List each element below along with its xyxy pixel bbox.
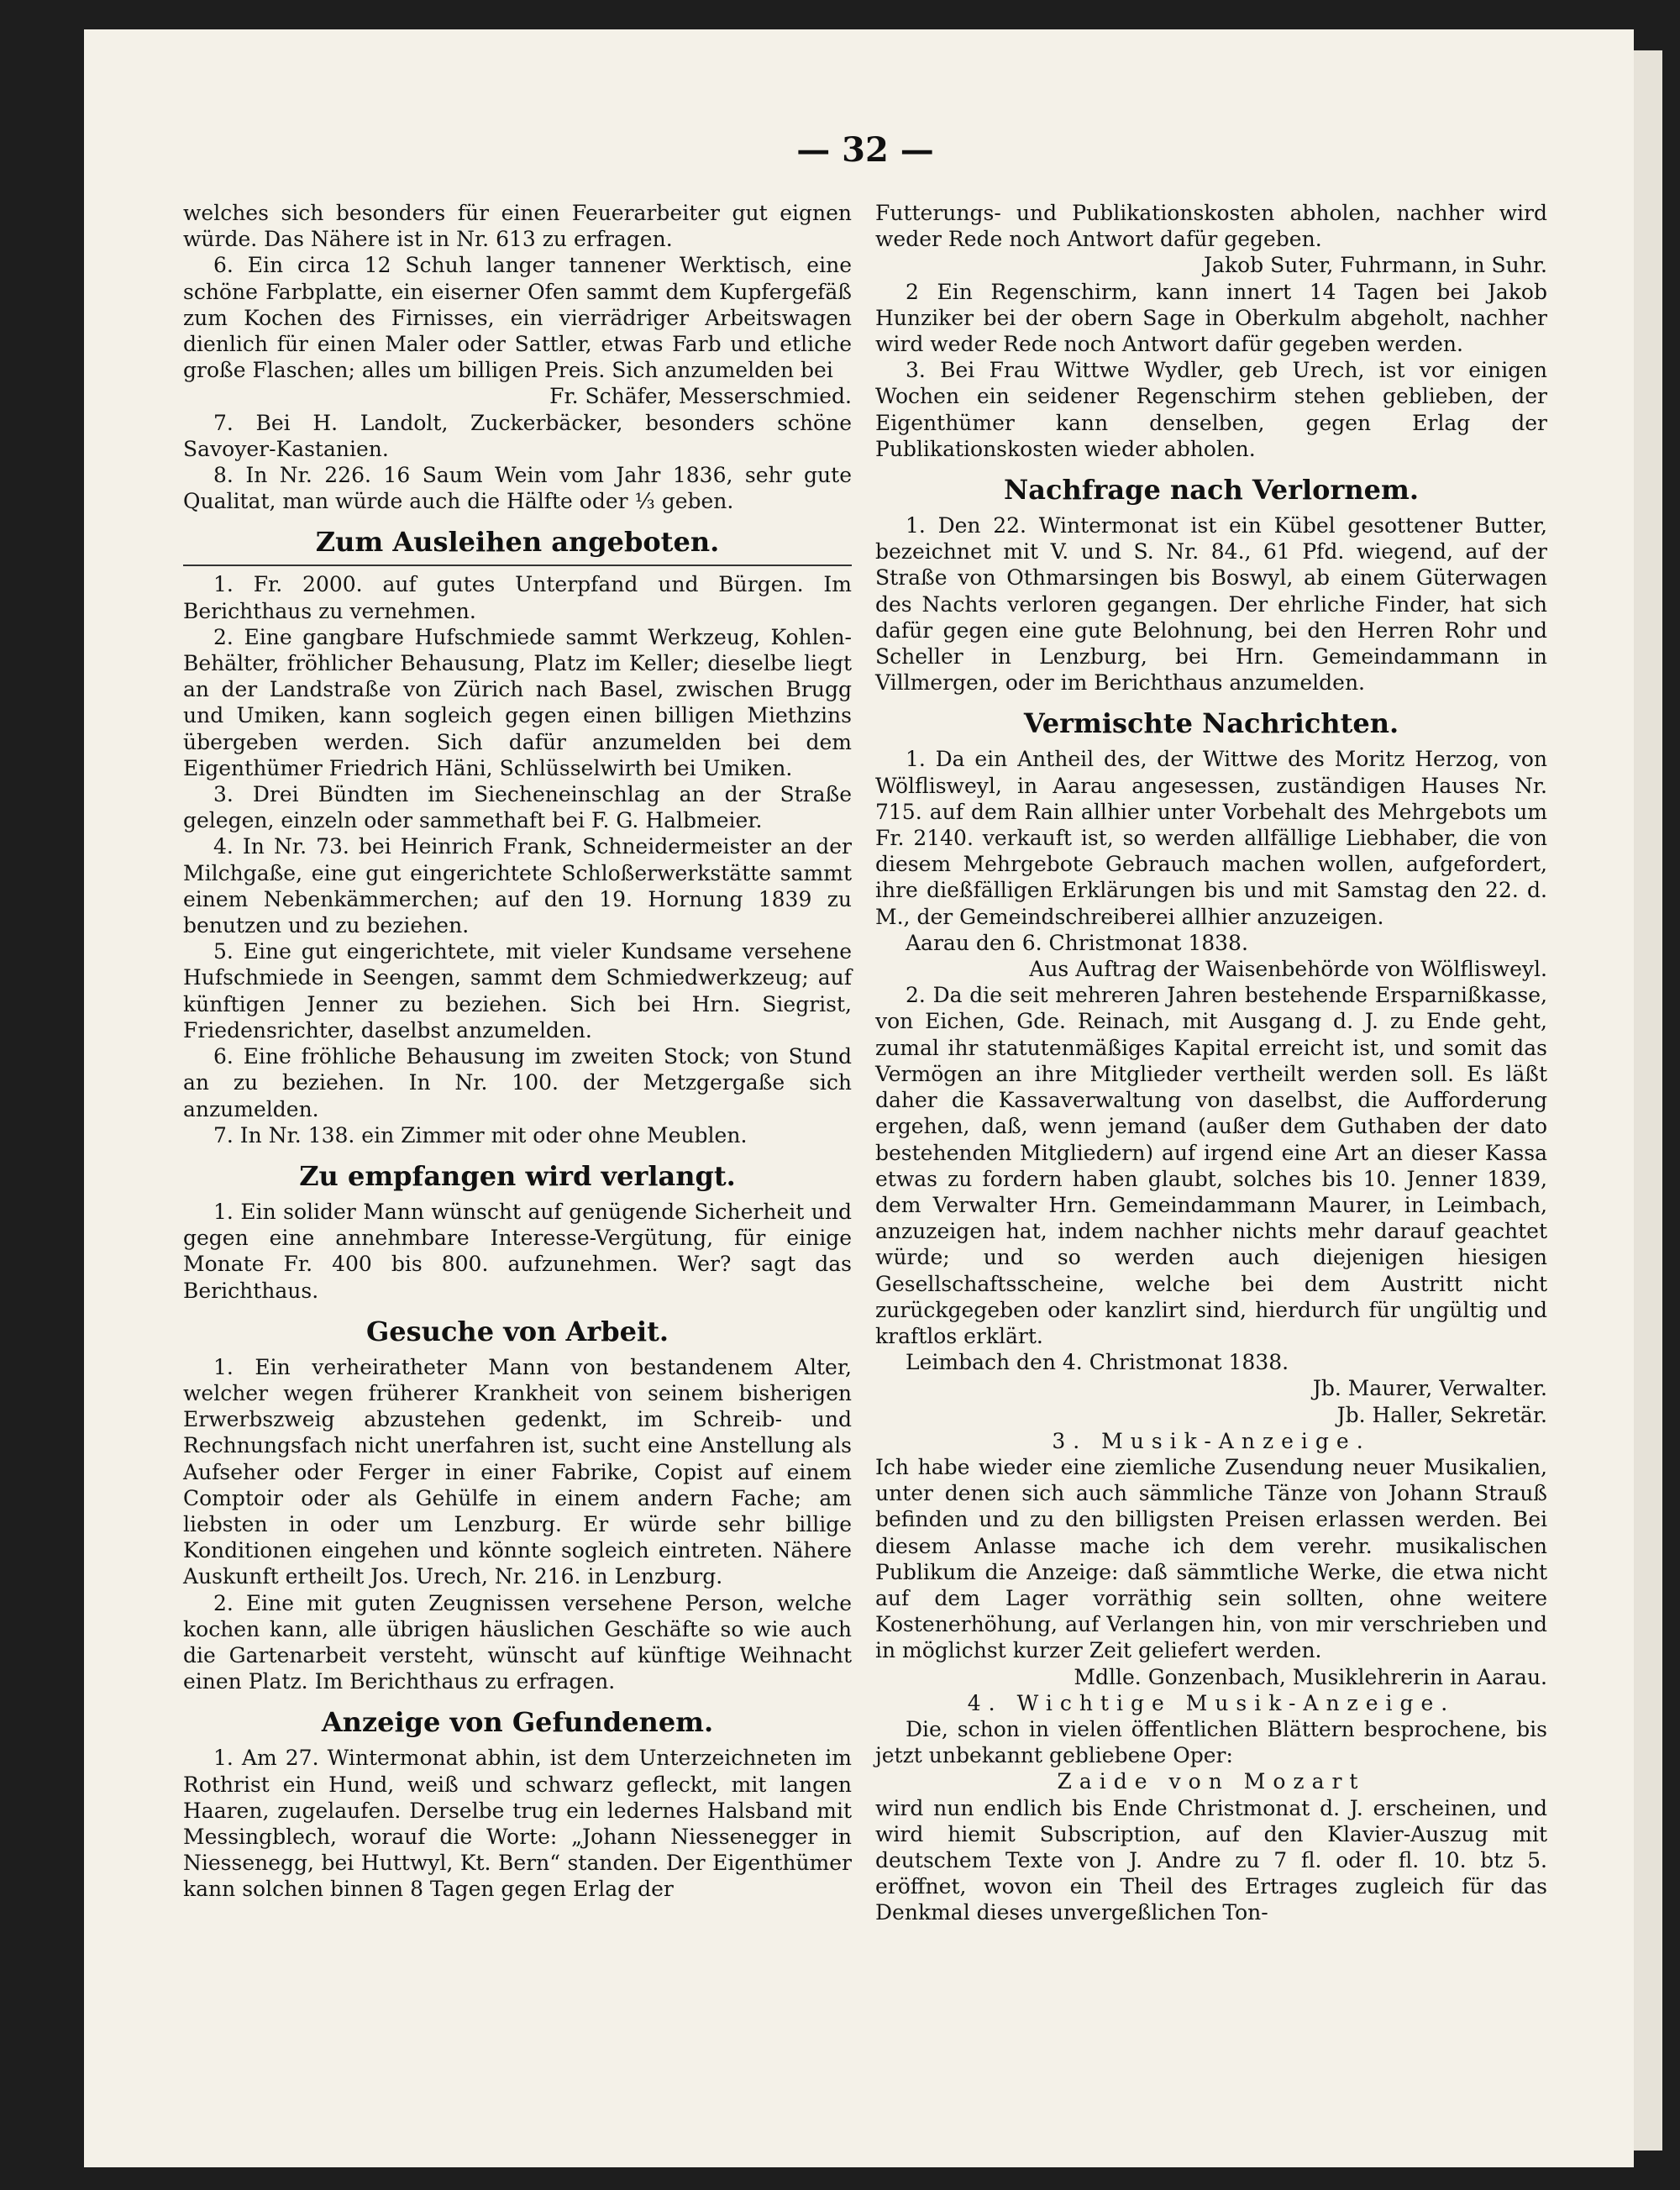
right-column — [875, 200, 1547, 1926]
section-heading-miscellaneous: Vermischte Nachrichten. — [1023, 707, 1399, 740]
page-number: — 32 — — [796, 130, 934, 170]
section-heading-lost: Nachfrage nach Verlornem. — [1004, 474, 1419, 507]
ad-item: 7. Bei H. Landolt, Zuckerbäcker, besonders schöne Savoyer-Kastanien. — [183, 410, 852, 461]
signature: Jakob Suter, Fuhrmann, in Suhr. — [1204, 253, 1547, 278]
section-heading-lending: Zum Ausleihen angeboten. — [315, 526, 720, 559]
item-heading: Musik-Anzeige. — [1101, 1428, 1371, 1453]
signature: Fr. Schäfer, Messerschmied. — [549, 384, 852, 409]
ad-item: 1. Da ein Antheil des, der Wittwe des Moritz Herzog, von Wölflisweyl, in Aarau angesessen, zuständigen Hauses Nr. 715. auf dem Rain allhier unter Vorbehalt des Mehrgebots um Fr. 2140. verkauft ist, so werden allfällige Liebhaber, die von diesem Mehrgebote Gebrauch machen wollen, aufgefordert, ihre dießfälligen Erklärungen bis und mit Samstag den 22. d. M., der Gemeindschreiberei allhier anzuzeigen. — [875, 747, 1547, 929]
section-heading-found: Anzeige von Gefundenem. — [321, 1706, 714, 1739]
ad-item: 6. Ein circa 12 Schuh langer tannener Werktisch, eine schöne Farbplatte, ein eiserner Ofen sammt dem Kupfergefäß zum Kochen des Firnisses, ein vierrädriger Arbeitswagen dienlich für einen Maler oder Sattler, etwas Farb und etliche große Flaschen; alles um billigen Preis. Sich anzumelden bei — [183, 253, 852, 383]
ad-item: 2. Eine mit guten Zeugnissen versehene Person, welche kochen kann, alle übrigen häuslichen Geschäfte so wie auch die Gartenarbeit versteht, wünscht auf künftige Weihnacht einen Platz. Im Berichthaus zu erfragen. — [183, 1590, 852, 1694]
signature: Aus Auftrag der Waisenbehörde von Wölflisweyl. — [1029, 957, 1547, 982]
ad-item: Die, schon in vielen öffentlichen Blättern besprochene, bis jetzt unbekannt gebliebene Oper: — [875, 1716, 1547, 1768]
ad-item: Ich habe wieder eine ziemliche Zusendung neuer Musikalien, unter denen sich auch sämmliche Tänze von Johann Strauß befinden und zu den billigsten Preisen erlassen werden. Bei diesem Anlasse mache ich dem verehr. musikalischen Publikum die Anzeige: daß sämmtliche Werke, die etwa nicht auf dem Lager vorräthig sein sollten, ohne weitere Kostenerhöhung, auf Verlangen hin, von mir verschrieben und in möglichst kurzer Zeit geliefert werden. — [875, 1454, 1547, 1663]
ad-item: 3. Drei Bündten im Siecheneinschlag an der Straße gelegen, einzeln oder sammethaft bei F. G. Halbmeier. — [183, 782, 852, 833]
signature: Mdlle. Gonzenbach, Musiklehrerin in Aarau. — [1074, 1664, 1547, 1689]
ad-item: 1. Am 27. Wintermonat abhin, ist dem Unterzeichneten im Rothrist ein Hund, weiß und schwarz gefleckt, mit langen Haaren, zugelaufen. Derselbe trug ein ledernes Halsband mit Messingblech, worauf die Worte: „Johann Niessenegger in Niessenegg, bei Huttwyl, Kt. Bern“ standen. Der Eigenthümer kann solchen binnen 8 Tagen gegen Erlag der — [183, 1746, 852, 1902]
ad-item: 2. Da die seit mehreren Jahren bestehende Ersparnißkasse, von Eichen, Gde. Reinach, mit Ausgang d. J. zu Ende geht, zumal ihr statutenmäßiges Kapital erreicht ist, und somit das Vermögen an ihre Mitglieder vertheilt werden soll. Es läßt daher die Kassaverwaltung von daselbst, die Aufforderung ergehen, daß, wenn jemand (außer dem Guthaben der dato bestehenden Mitgliedern) auf irgend eine Art an dieser Kassa etwas zu fordern haben glaubt, solches bis 10. Jenner 1839, dem Verwalter Hrn. Gemeindammann Maurer, in Leimbach, anzuzeigen hat, indem nachher nichts mehr darauf geachtet würde; und so werden auch diejenigen hiesigen Gesellschaftsscheine, welche bei dem Austritt nicht zurückgegeben oder kanzlirt sind, hierdurch für ungültig und kraftlos erklärt. — [875, 983, 1547, 1348]
item-heading: Wichtige Musik-Anzeige. — [1016, 1690, 1456, 1715]
ad-item: 6. Eine fröhliche Behausung im zweiten Stock; von Stund an zu beziehen. In Nr. 100. der Metzgergaße sich anzumelden. — [183, 1044, 852, 1121]
continued-paragraph: welches sich besonders für einen Feuerarbeiter gut eignen würde. Das Nähere ist in Nr. 613 zu erfragen. — [183, 201, 852, 252]
signature: Jb. Haller, Sekretär. — [1336, 1402, 1547, 1427]
dateline: Aarau den 6. Christmonat 1838. — [906, 930, 1248, 955]
ad-item: 1. Fr. 2000. auf gutes Unterpfand und Bürgen. Im Berichthaus zu vernehmen. — [183, 572, 852, 623]
ad-item: 2 Ein Regenschirm, kann innert 14 Tagen bei Jakob Hunziker bei der obern Sage in Oberkulm abgeholt, nachher wird weder Rede noch Antwort dafür gegeben werden. — [875, 279, 1547, 357]
section-heading-job-requests: Gesuche von Arbeit. — [365, 1315, 669, 1347]
ad-item: 8. In Nr. 226. 16 Saum Wein vom Jahr 1836, sehr gute Qualitat, man würde auch die Hälfte oder ⅓ geben. — [183, 463, 852, 514]
music-notice-heading — [875, 1428, 1547, 1454]
left-column — [183, 200, 852, 1903]
dateline: Leimbach den 4. Christmonat 1838. — [906, 1350, 1289, 1375]
continued-paragraph: Futterungs- und Publikationskosten abholen, nachher wird weder Rede noch Antwort dafür gegeben. — [875, 201, 1547, 252]
ad-item: wird nun endlich bis Ende Christmonat d. J. erscheinen, und wird hiemit Subscription, auf den Klavier-Auszug mit deutschem Texte von J. Andre zu 7 fl. oder fl. 10. btz 5. eröffnet, wovon ein Theil des Ertrages zugleich für das Denkmal dieses unvergeßlichen Ton- — [875, 1795, 1547, 1925]
ad-item: 5. Eine gut eingerichtete, mit vieler Kundsame versehene Hufschmiede in Seengen, sammt dem Schmiedwerkzeug; auf künftigen Jenner zu beziehen. Sich bei Hrn. Siegrist, Friedensrichter, daselbst anzumelden. — [183, 939, 852, 1042]
ad-item: 1. Ein solider Mann wünscht auf genügende Sicherheit und gegen eine annehmbare Interesse-Vergütung, für einige Monate Fr. 400 bis 800. aufzunehmen. Wer? sagt das Berichthaus. — [183, 1199, 852, 1303]
item-number: 3. — [1052, 1428, 1088, 1453]
ad-item: 7. In Nr. 138. ein Zimmer mit oder ohne Meublen. — [213, 1122, 748, 1148]
section-heading-borrowing: Zu empfangen wird verlangt. — [299, 1159, 736, 1192]
signature: Jb. Maurer, Verwalter. — [1312, 1376, 1547, 1401]
item-number: 4. — [967, 1690, 1003, 1715]
ad-item: 1. Den 22. Wintermonat ist ein Kübel gesottener Butter, bezeichnet mit V. und S. Nr. 84., 61 Pfd. wiegend, auf der Straße von Othmarsingen bis Boswyl, ab einem Güterwagen des Nachts verloren gegangen. Der ehrliche Finder, hat sich dafür gegen eine gute Belohnung, bei den Herren Rohr und Scheller in Lenzburg, bei Hrn. Gemeindammann in Villmergen, oder im Berichthaus anzumelden. — [875, 513, 1547, 696]
important-music-notice-heading — [875, 1690, 1547, 1716]
ad-item: 2. Eine gangbare Hufschmiede sammt Werkzeug, Kohlen-Behälter, fröhlicher Behausung, Platz im Keller; dieselbe liegt an der Landstraße von Zürich nach Basel, zwischen Brugg und Umiken, kann sogleich gegen einen billigen Miethzins übergeben werden. Sich dafür anzumelden bei dem Eigenthümer Friedrich Häni, Schlüsselwirth bei Umiken. — [183, 624, 852, 780]
opera-title: Zaide von Mozart — [1057, 1769, 1366, 1794]
ad-item: 3. Bei Frau Wittwe Wydler, geb Urech, ist vor einigen Wochen ein seidener Regenschirm stehen geblieben, der Eigenthümer kann denselben, gegen Erlag der Publikationskosten wieder abholen. — [875, 358, 1547, 461]
adjacent-page-edge — [1634, 50, 1662, 2151]
ad-item: 4. In Nr. 73. bei Heinrich Frank, Schneidermeister an der Milchgaße, eine gut eingerichtete Schloßerwerkstätte sammt einem Nebenkämmerchen; auf den 19. Hornung 1839 zu benutzen und zu beziehen. — [183, 834, 852, 938]
section-rule — [183, 565, 852, 566]
ad-item: 1. Ein verheiratheter Mann von bestandenem Alter, welcher wegen früherer Krankheit von seinem bisherigen Erwerbszweig abzustehen gedenkt, im Schreib- und Rechnungsfach nicht unerfahren ist, sucht eine Anstellung als Aufseher oder Ferger in einer Fabrike, Copist auf einem Comptoir oder als Gehülfe in einem andern Fache; am liebsten in oder um Lenzburg. Er würde sehr billige Konditionen eingehen und könnte sogleich eintreten. Nähere Auskunft ertheilt Jos. Urech, Nr. 216. in Lenzburg. — [183, 1354, 852, 1589]
